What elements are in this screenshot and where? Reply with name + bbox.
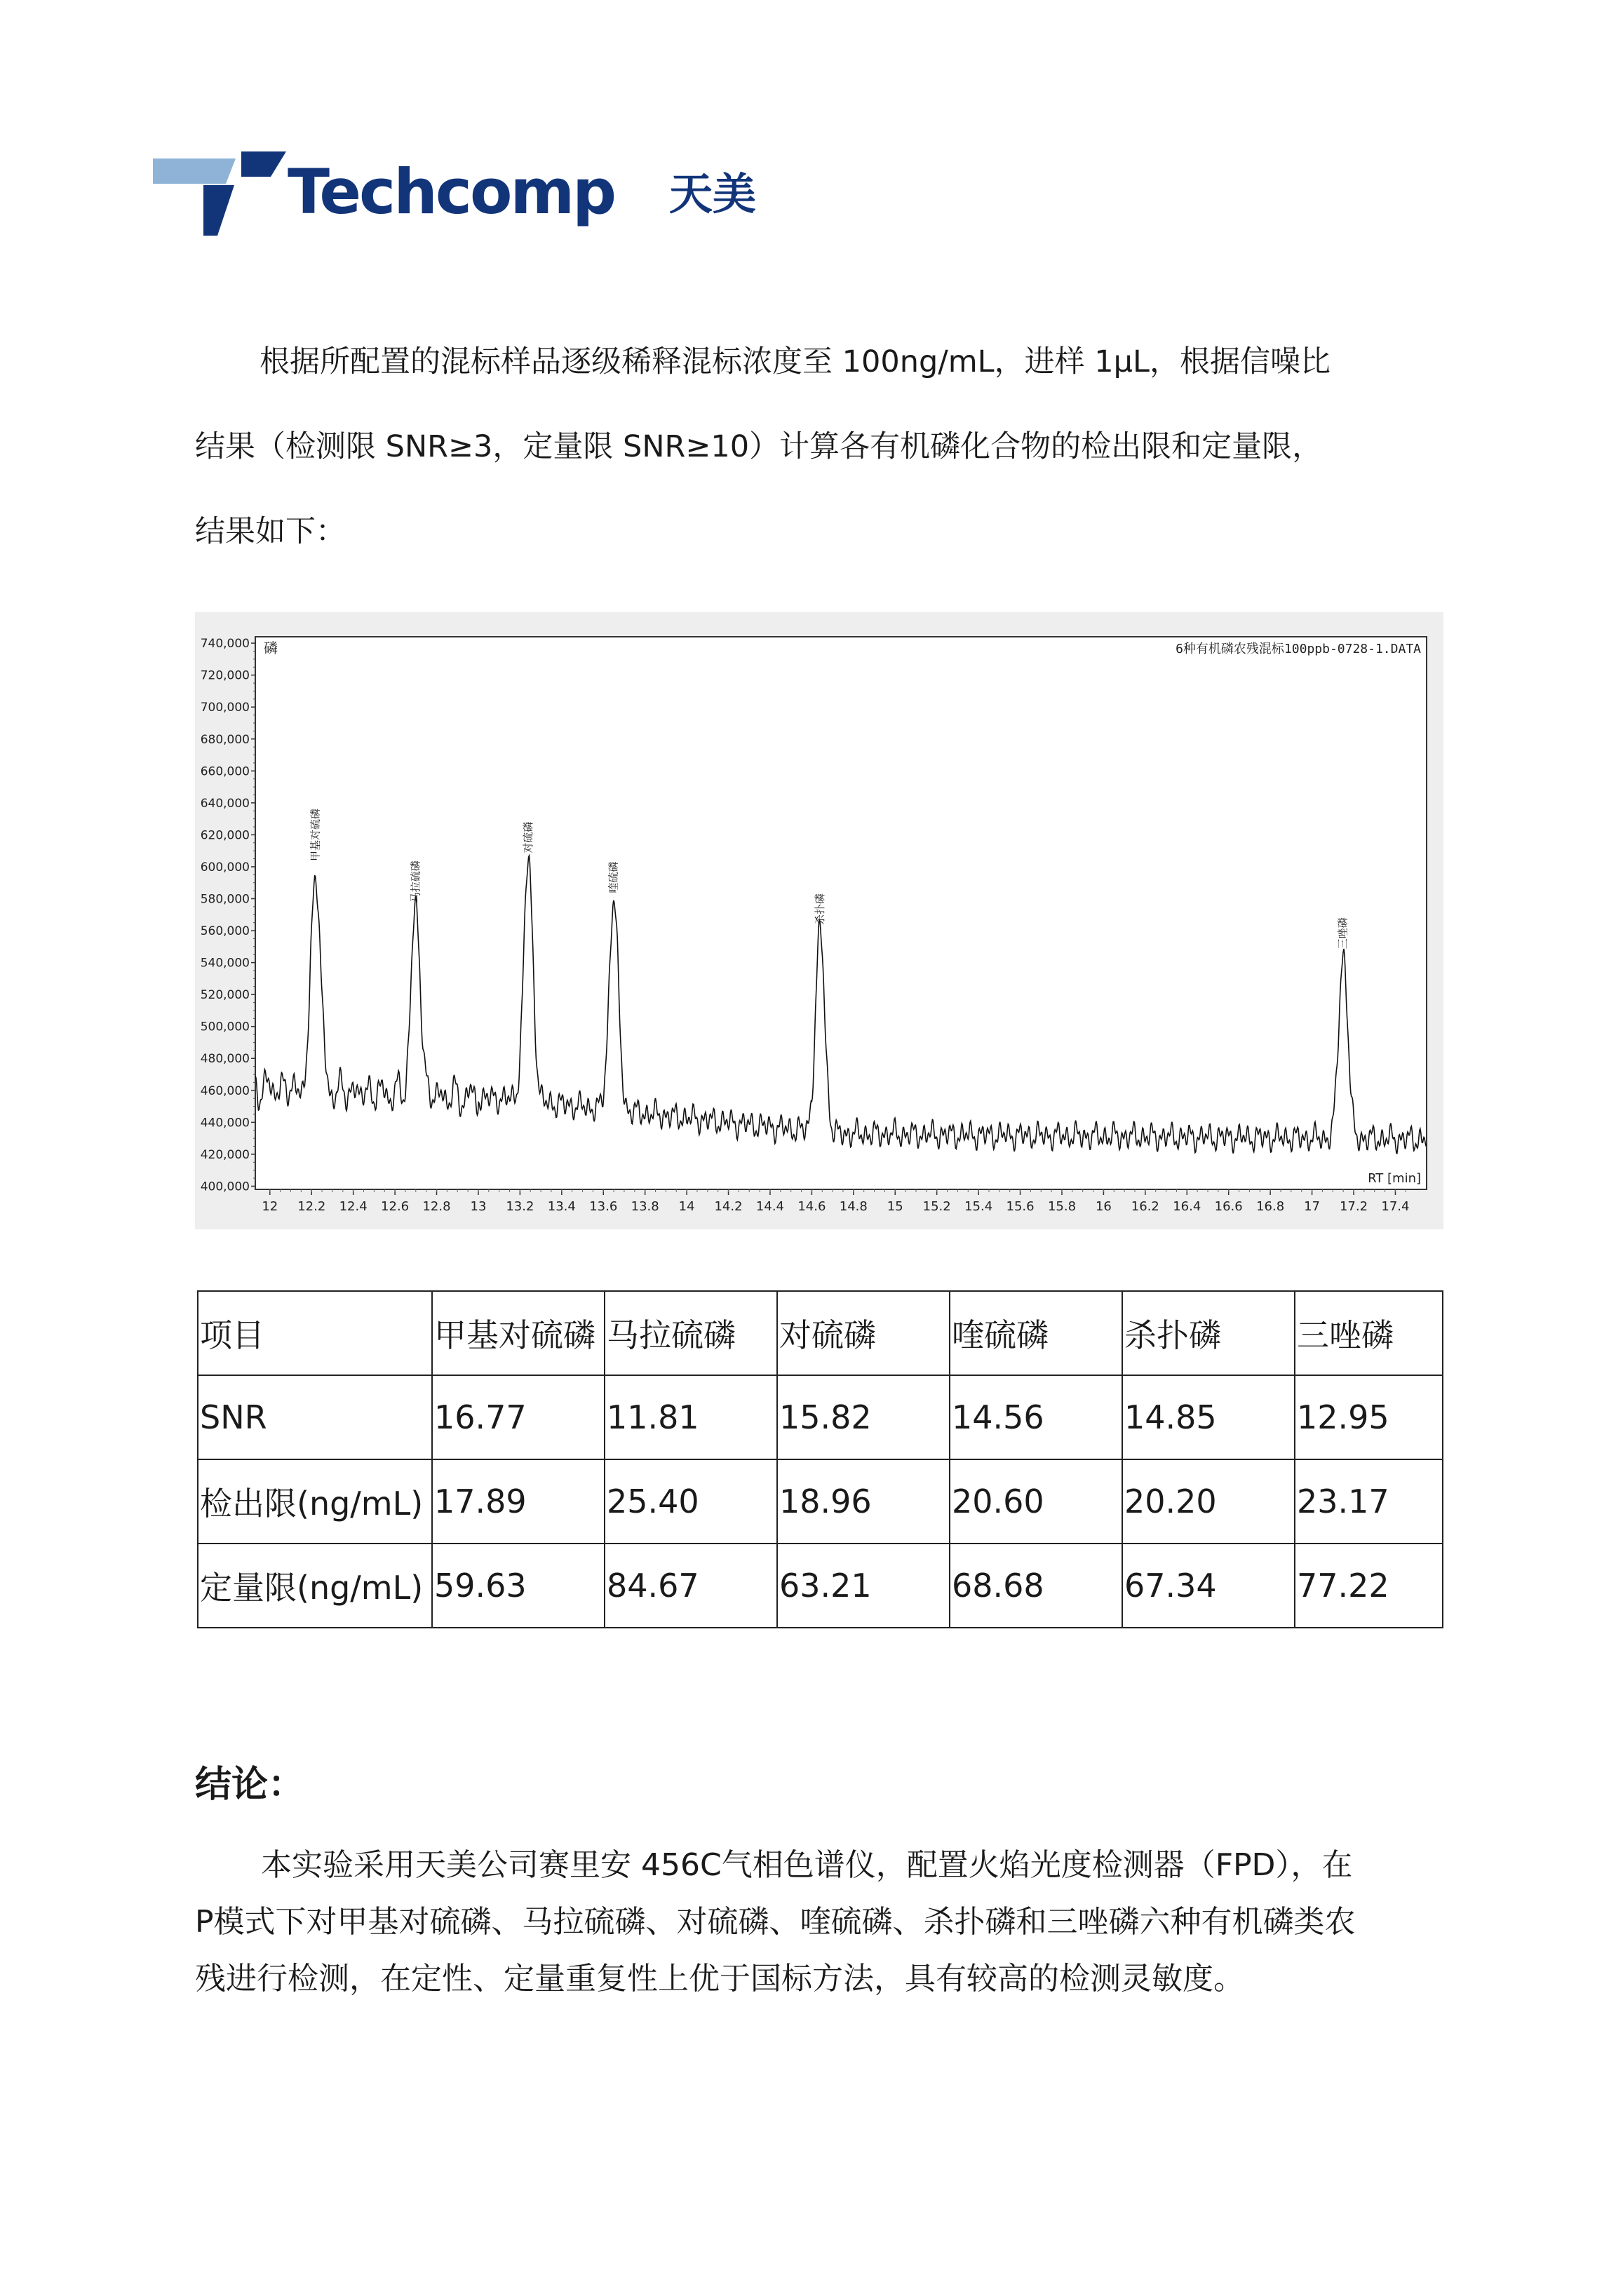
conclusion-heading: 结论： [195,1764,305,1806]
intro-line: 结果如下： [195,514,346,549]
y-tick-label: 500,000 [200,1020,250,1034]
table-cell: 定量限(ng/mL) [198,1544,432,1628]
y-axis [201,637,255,1194]
peak-label: 杀扑磷 [813,893,826,926]
table-cell: 18.96 [777,1459,950,1544]
x-tick-label: 13 [470,1199,487,1214]
table-cell: 67.34 [1122,1544,1295,1628]
peak-label: 对硫磷 [521,821,534,853]
conclusion-line: 残进行检测，在定性、定量重复性上优于国标方法，具有较高的检测灵敏度。 [195,1961,1244,1997]
table-row [198,1375,1443,1459]
x-tick-label: 13.8 [631,1199,659,1214]
y-tick-label: 600,000 [200,860,250,874]
table-cell: 25.40 [605,1459,777,1544]
conclusion-paragraph [195,1844,1436,2015]
techcomp-logo-mark [153,149,770,240]
x-tick-label: 15.4 [964,1199,993,1214]
x-tick-label: 17.4 [1381,1199,1410,1214]
x-tick-label: 12.8 [422,1199,451,1214]
y-tick-label: 520,000 [200,988,250,1003]
x-tick-label: 12.2 [297,1199,326,1214]
table-cell: 15.82 [777,1375,950,1459]
y-tick-label: 480,000 [200,1052,250,1067]
peak-label: 马拉硫磷 [409,860,422,903]
x-tick-label: 16.2 [1131,1199,1159,1214]
y-tick-label: 660,000 [200,764,250,779]
x-tick-label: 13.4 [547,1199,576,1214]
table-cell: 84.67 [605,1544,777,1628]
table-row [198,1544,1443,1628]
table-cell: 14.85 [1122,1375,1295,1459]
x-tick-label: 12.4 [339,1199,368,1214]
y-tick-label: 700,000 [200,701,250,715]
x-tick-label: 12 [262,1199,278,1214]
techcomp-logo [153,149,770,240]
chromatogram [195,612,1443,1229]
y-tick-label: 440,000 [200,1116,250,1130]
x-tick-label: 12.6 [381,1199,410,1214]
x-tick-label: 14.8 [839,1199,868,1214]
conclusion-line: P模式下对甲基对硫磷、马拉硫磷、对硫磷、喹硫磷、杀扑磷和三唑磷六种有机磷类农 [195,1904,1356,1940]
y-tick-label: 640,000 [200,796,250,811]
table-cell: 16.77 [432,1375,605,1459]
x-axis-label: RT [min] [1368,1171,1421,1186]
y-tick-label: 740,000 [200,637,250,651]
table-cell: SNR [198,1375,432,1459]
x-tick-label: 14.6 [797,1199,826,1214]
table-cell: 20.60 [950,1459,1122,1544]
channel-label: 磷 [264,640,278,656]
y-tick-label: 420,000 [200,1147,250,1162]
x-tick-label: 14.4 [755,1199,785,1214]
x-tick-label: 15.8 [1047,1199,1077,1214]
y-tick-label: 400,000 [200,1180,250,1194]
table-header-cell: 喹硫磷 [950,1291,1122,1375]
table-header-cell: 马拉硫磷 [605,1291,777,1375]
x-tick-label: 15.2 [922,1199,951,1214]
table-cell: 检出限(ng/mL) [198,1459,432,1544]
file-label: 6种有机磷农残混标100ppb-0728-1.DATA [1176,642,1421,656]
table-cell: 11.81 [605,1375,777,1459]
y-tick-label: 580,000 [200,892,250,907]
logo-brand-cn-text: 天美 [669,168,757,220]
table-cell: 23.17 [1295,1459,1443,1544]
table-cell: 68.68 [950,1544,1122,1628]
table-header-cell: 对硫磷 [777,1291,950,1375]
y-tick-label: 540,000 [200,956,250,971]
y-tick-label: 720,000 [200,668,250,683]
x-tick-label: 14 [678,1199,695,1214]
intro-line: 结果（检测限 SNR≥3，定量限 SNR≥10）计算各有机磷化合物的检出限和定量限， [195,429,1323,464]
table-header-cell: 项目 [198,1291,432,1375]
x-tick-label: 13.2 [506,1199,534,1214]
x-tick-label: 15 [887,1199,903,1214]
peak-label: 三唑磷 [1336,917,1349,950]
x-tick-label: 15.6 [1006,1199,1035,1214]
x-tick-label: 16.8 [1256,1199,1285,1214]
x-tick-label: 16 [1095,1199,1112,1214]
x-tick-label: 16.6 [1214,1199,1243,1214]
x-tick-label: 17 [1304,1199,1321,1214]
x-tick-label: 16.4 [1173,1199,1201,1214]
y-tick-label: 560,000 [200,924,250,939]
peak-label: 喹硫磷 [607,861,620,893]
x-axis [262,1189,1409,1214]
x-tick-label: 13.6 [589,1199,618,1214]
peak-label: 甲基对硫磷 [309,808,322,861]
intro-line: 根据所配置的混标样品逐级稀释混标浓度至 100ng/mL，进样 1μL，根据信噪比 [260,344,1331,379]
table-cell: 77.22 [1295,1544,1443,1628]
intro-paragraph [195,342,1436,597]
table-header-cell: 杀扑磷 [1122,1291,1295,1375]
x-tick-label: 14.2 [714,1199,743,1214]
table-header-cell: 三唑磷 [1295,1291,1443,1375]
table-cell: 12.95 [1295,1375,1443,1459]
table-cell: 20.20 [1122,1459,1295,1544]
table-header-cell: 甲基对硫磷 [432,1291,605,1375]
table-cell: 17.89 [432,1459,605,1544]
chromatogram-svg [195,612,1443,1229]
logo-brand-text: Techcomp [288,156,615,228]
y-tick-label: 620,000 [200,828,250,843]
results-table [197,1290,1443,1628]
conclusion-line: 本实验采用天美公司赛里安 456C气相色谱仪，配置火焰光度检测器（FPD），在 [261,1847,1353,1883]
y-tick-label: 460,000 [200,1083,250,1098]
y-tick-label: 680,000 [200,732,250,747]
table-cell: 59.63 [432,1544,605,1628]
table-cell: 14.56 [950,1375,1122,1459]
x-tick-label: 17.2 [1339,1199,1368,1214]
table-cell: 63.21 [777,1544,950,1628]
table-header-row [198,1291,1443,1375]
table-row [198,1459,1443,1544]
